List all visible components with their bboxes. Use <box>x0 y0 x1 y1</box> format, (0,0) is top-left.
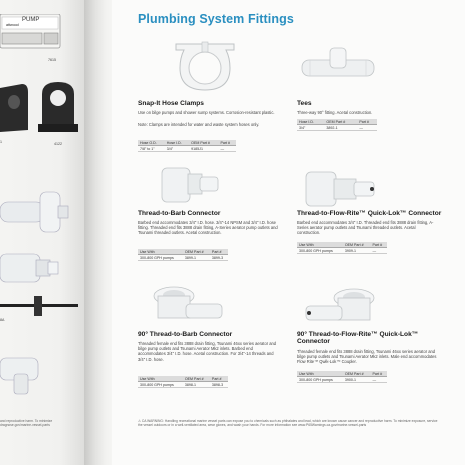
page-footer-warning: ⚠ CA WARNING: Handling recreational marine vessel parts can expose you to chemicals such as phthalates and lead, which are known cause cancer and reproductive harm. To minimize exposure, service the vessel outdoors or in a well-ventilated area, wear gloves, and wash your hands. For more information see www.P65Warnings.ca.gov/marine-vessel-parts <box>138 419 438 428</box>
th: Hose I.D. <box>165 140 189 146</box>
product-desc-90-thread-to-barb: Threaded female end fits 3888 drain fitting, Tsunami 46xx series aerator and bilge pump outlets and Tsunami Aerator Mk2 inlets. Barbed end accommodates 3/4" I.D. hose. Acetal construction. For 3/4"-14 threads and 3/4" I.D. hose. <box>138 341 277 362</box>
left-page-footer: and reproductive harm. To minimize dragnose.gov/marine-vessel-parts <box>0 419 53 428</box>
td: 3899-3 <box>210 255 228 261</box>
td: 300-800 GPH pumps <box>138 255 183 261</box>
td: — <box>218 146 236 152</box>
td: — <box>357 125 377 131</box>
th: Use With <box>138 249 183 255</box>
table-row <box>297 377 387 383</box>
elbow-thread-to-barb-image <box>150 284 226 328</box>
th: Part # <box>370 242 387 248</box>
td: 3898-1 <box>183 382 210 388</box>
left-page <box>0 0 86 465</box>
page-title: Plumbing System Fittings <box>138 12 294 26</box>
product-name-tees: Tees <box>297 100 312 107</box>
td: 300-800 GPH pumps <box>138 382 183 388</box>
th: Part # <box>210 376 228 382</box>
spec-table-90-thread-to-barb <box>138 376 228 388</box>
black-rod-image <box>0 296 80 316</box>
th: OEM Part # <box>189 140 218 146</box>
th: Part # <box>218 140 236 146</box>
th: OEM Part # <box>343 371 371 377</box>
product-name-thread-to-barb: Thread-to-Barb Connector <box>138 210 221 217</box>
td: 9185J1 <box>189 146 218 152</box>
white-through-hull-image <box>0 244 60 290</box>
spec-table-tees <box>297 119 377 131</box>
th: OEM Part # <box>343 242 371 248</box>
spec-table-thread-to-barb <box>138 249 228 261</box>
product-note-snap-it: Note: Clamps are intended for water and waste system hoses only. <box>138 122 260 127</box>
th: OEM Part # <box>324 119 357 125</box>
th: Part # <box>210 249 228 255</box>
thread-to-barb-image <box>160 160 220 208</box>
th: Part # <box>370 371 387 377</box>
thread-to-quick-lok-image <box>304 166 376 210</box>
td: 3892-1 <box>324 125 357 131</box>
product-desc-tees: Three-way 90° fitting. Acetal construction. <box>297 110 373 115</box>
table-row <box>297 125 377 131</box>
hose-clamp-image <box>168 38 242 96</box>
product-desc-90-thread-to-quick-lok: Threaded female end fits 3888 drain fitting, Tsunami 46xx series aerator and bilge pump outlets and Tsunami Aerator Mk2 inlets. Male end accommodates Flow Rite™ Qwik-Lok™ Coupler. <box>297 349 437 365</box>
td: — <box>370 377 387 383</box>
pump-sign-label: PUMP <box>22 17 40 23</box>
product-desc-thread-to-barb: Barbed end accommodates 3/4" I.D. hose. 3/4"-14 NPSM and 3/4" I.D. hose fitting. Threaded end fits 3888 drain fitting, A-Series aerator pump outlets and Tsunami threaded outlets. Acetal construction. <box>138 220 278 236</box>
tee-fitting-image <box>300 46 376 90</box>
product-name-snap-it: Snap-It Hose Clamps <box>138 100 204 107</box>
product-name-90-thread-to-barb: 90° Thread-to-Barb Connector <box>138 331 233 338</box>
code-1: 1 <box>0 140 2 144</box>
th: OEM Part # <box>183 376 210 382</box>
elbow-thread-to-quick-lok-image <box>300 286 378 328</box>
td: 300-800 GPH pumps <box>297 377 343 383</box>
td: 3898-3 <box>210 382 228 388</box>
th: OEM Part # <box>183 249 210 255</box>
td: 3900-1 <box>343 377 371 383</box>
td: 3899-1 <box>183 255 210 261</box>
table-row <box>138 382 228 388</box>
table-row <box>138 255 228 261</box>
black-bracket-image-2 <box>38 80 78 134</box>
td: — <box>370 248 387 254</box>
product-name-90-thread-to-quick-lok: 90° Thread-to-Flow-Rite™ Quick-Lok™ Connector <box>297 331 419 346</box>
td: 3909-1 <box>343 248 371 254</box>
td: 3/4" <box>165 146 189 152</box>
th: Use With <box>297 242 343 248</box>
product-desc-thread-to-quick-lok: Barbed end accommodates 3/4" I.D. Threaded end fits 3888 drain fitting, A-Series aerator pump outlets and Tsunami threaded outlets. Acetal construction. <box>297 220 434 236</box>
black-bracket-image-1 <box>0 82 30 134</box>
th: Hose O.D. <box>138 140 165 146</box>
white-elbow-fitting-image <box>0 188 70 240</box>
th: Use With <box>138 376 183 382</box>
table-row <box>297 248 387 254</box>
pump-sign-brand: attwood <box>6 23 19 27</box>
th: Hose I.D. <box>297 119 324 125</box>
code-4122: 4122 <box>54 142 62 146</box>
table-row <box>138 146 236 152</box>
th: Part # <box>357 119 377 125</box>
spec-table-90-thread-to-quick-lok <box>297 371 387 383</box>
code-8a: 8A <box>0 318 5 322</box>
th: Use With <box>297 371 343 377</box>
product-desc-snap-it: Use on bilge pumps and shower sump systems. Corrosion-resistant plastic. <box>138 110 275 115</box>
code-7615: 7615 <box>48 58 56 62</box>
td: 3/4" <box>297 125 324 131</box>
white-tee-fitting-image <box>0 344 50 396</box>
spec-table-snap-it <box>138 140 236 152</box>
product-name-thread-to-quick-lok: Thread-to-Flow-Rite™ Quick-Lok™ Connector <box>297 210 442 217</box>
spec-table-thread-to-quick-lok <box>297 242 387 254</box>
td: 7/8" to 1" <box>138 146 165 152</box>
td: 300-800 GPH pumps <box>297 248 343 254</box>
